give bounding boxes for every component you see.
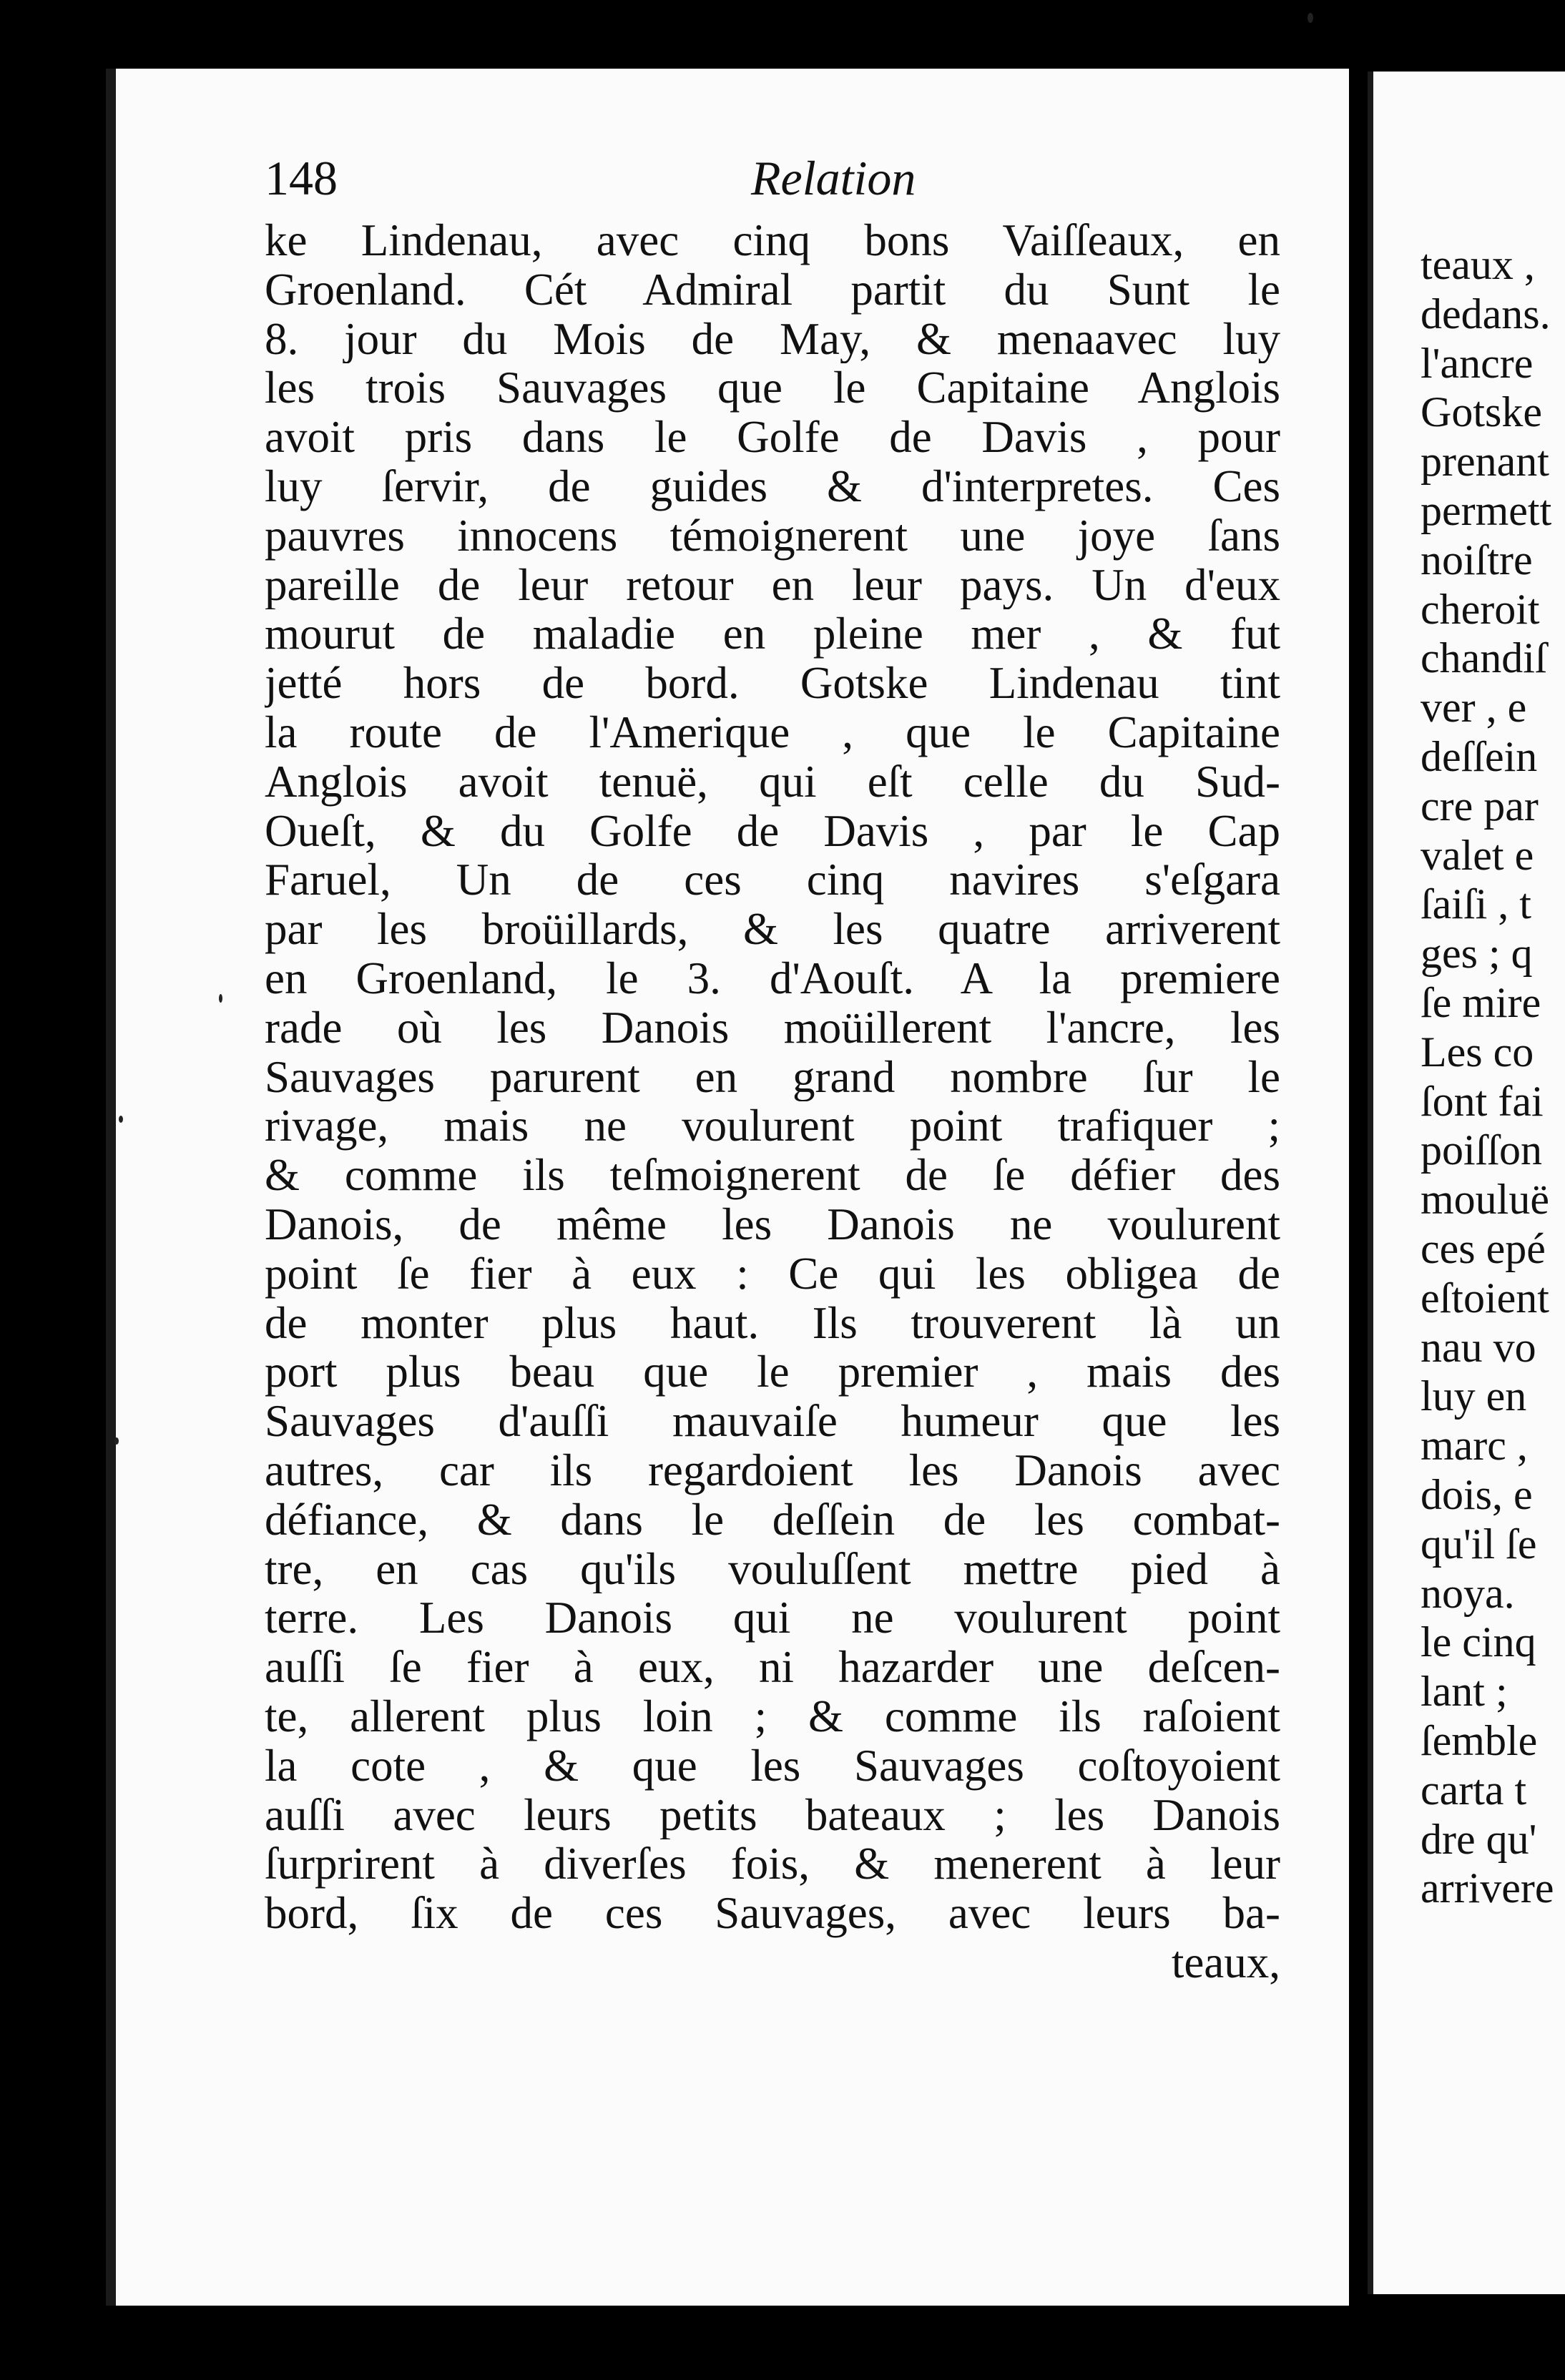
- text-line: & comme ils teſmoignerent de ſe défier des: [265, 1151, 1280, 1200]
- text-line: dois, e: [1421, 1470, 1533, 1518]
- text-line: la cote , & que les Sauvages coſtoyoient: [265, 1741, 1280, 1791]
- right-page-body: [1421, 240, 1565, 1913]
- text-line: dre qu': [1421, 1815, 1537, 1863]
- text-line: Groenland. Cét Admiral partit du Sunt le: [265, 265, 1280, 315]
- text-line: ſont fai: [1421, 1077, 1544, 1125]
- text-line: arrivere: [1421, 1864, 1554, 1912]
- text-line: port plus beau que le premier , mais des: [265, 1347, 1280, 1397]
- left-page-body: [265, 216, 1280, 1987]
- text-line: rade où les Danois moüillerent l'ancre, les: [265, 1003, 1280, 1053]
- text-line: deſſein: [1421, 732, 1538, 780]
- text-line: qu'il ſe: [1421, 1520, 1537, 1568]
- text-line: auſſi avec leurs petits bateaux ; les Danois: [265, 1790, 1280, 1840]
- catchword: teaux,: [1171, 1937, 1280, 1987]
- text-line: noiſtre: [1421, 536, 1533, 584]
- text-line: ges ; q: [1421, 930, 1533, 978]
- text-line: bord, ſix de ces Sauvages, avec leurs ba-: [265, 1889, 1280, 1938]
- text-line: nau vo: [1421, 1323, 1536, 1371]
- text-line: pareille de leur retour en leur pays. Un d'eux: [265, 560, 1280, 610]
- text-line: ſaiſi , t: [1421, 880, 1531, 928]
- text-line: eſtoient: [1421, 1274, 1549, 1322]
- text-line: ver , e: [1421, 684, 1527, 732]
- text-line: chandiſ: [1421, 634, 1547, 682]
- text-line: marc ,: [1421, 1422, 1528, 1470]
- text-line: carta t: [1421, 1766, 1527, 1814]
- text-line: teaux ,: [1421, 241, 1535, 288]
- text-line: Faruel, Un de ces cinq navires s'eſgara: [265, 855, 1280, 905]
- text-line: les trois Sauvages que le Capitaine Anglois: [265, 363, 1280, 413]
- text-line: cheroit: [1421, 585, 1540, 633]
- text-line: avoit pris dans le Golfe de Davis , pour: [265, 413, 1280, 462]
- text-line: ſe mire: [1421, 978, 1541, 1026]
- text-line: défiance, & dans le deſſein de les combat-: [265, 1495, 1280, 1545]
- text-line: Gotske: [1421, 388, 1542, 436]
- text-line: mourut de maladie en pleine mer , & fut: [265, 609, 1280, 659]
- text-line: poiſſon: [1421, 1126, 1543, 1174]
- text-line: cre par: [1421, 782, 1539, 830]
- text-line: ſemble: [1421, 1716, 1538, 1764]
- text-line: par les broüillards, & les quatre arriverent: [265, 905, 1280, 954]
- text-line: te, allerent plus loin ; & comme ils raſoient: [265, 1691, 1280, 1741]
- text-line: pauvres innocens témoignerent une joye ſans: [265, 511, 1280, 561]
- text-line: permett: [1421, 486, 1552, 534]
- text-line: Anglois avoit tenuë, qui eſt celle du Sud-: [265, 757, 1280, 807]
- text-line: point ſe fier à eux : Ce qui les obligea de: [265, 1249, 1280, 1299]
- text-line: luy en: [1421, 1372, 1527, 1420]
- page-header: [265, 150, 1280, 215]
- text-line: dedans.: [1421, 290, 1551, 338]
- text-line: prenant: [1421, 438, 1549, 486]
- text-line: ces epé: [1421, 1224, 1546, 1272]
- ink-speck: [119, 1116, 123, 1123]
- text-line: de monter plus haut. Ils trouverent là un: [265, 1298, 1280, 1348]
- text-line: la route de l'Amerique , que le Capitaine: [265, 707, 1280, 757]
- text-line: lant ;: [1421, 1668, 1508, 1716]
- text-line: valet e: [1421, 831, 1534, 879]
- text-line: jetté hors de bord. Gotske Lindenau tint: [265, 659, 1280, 708]
- text-line: Les co: [1421, 1028, 1534, 1076]
- text-line: Sauvages parurent en grand nombre ſur le: [265, 1052, 1280, 1102]
- text-line: luy ſervir, de guides & d'interpretes. Ces: [265, 461, 1280, 511]
- text-line: tre, en cas qu'ils vouluſſent mettre pied à: [265, 1544, 1280, 1594]
- text-line: Oueſt, & du Golfe de Davis , par le Cap: [265, 806, 1280, 856]
- ink-speck: [114, 1437, 119, 1445]
- text-line: le cinq: [1421, 1618, 1536, 1666]
- text-line: 8. jour du Mois de May, & menaavec luy: [265, 314, 1280, 364]
- text-line: noya.: [1421, 1569, 1515, 1617]
- ink-speck: [219, 994, 222, 1003]
- text-line: ke Lindenau, avec cinq bons Vaiſſeaux, en: [265, 216, 1280, 265]
- text-line: Sauvages d'auſſi mauvaiſe humeur que les: [265, 1397, 1280, 1446]
- text-line: en Groenland, le 3. d'Aouſt. A la premiere: [265, 953, 1280, 1003]
- text-line: mouluë: [1421, 1176, 1549, 1224]
- text-line: rivage, mais ne voulurent point trafiquer ;: [265, 1101, 1280, 1151]
- text-line: Danois, de même les Danois ne voulurent: [265, 1199, 1280, 1249]
- running-head: Relation: [751, 151, 916, 205]
- text-line: auſſi ſe fier à eux, ni hazarder une deſcen-: [265, 1643, 1280, 1692]
- text-line: terre. Les Danois qui ne voulurent point: [265, 1593, 1280, 1643]
- text-line: l'ancre: [1421, 339, 1534, 387]
- page-number: 148: [265, 151, 338, 205]
- text-line: ſurprirent à diverſes fois, & menerent à leur: [265, 1839, 1280, 1889]
- text-line: autres, car ils regardoient les Danois avec: [265, 1445, 1280, 1495]
- ink-speck: [1308, 13, 1313, 23]
